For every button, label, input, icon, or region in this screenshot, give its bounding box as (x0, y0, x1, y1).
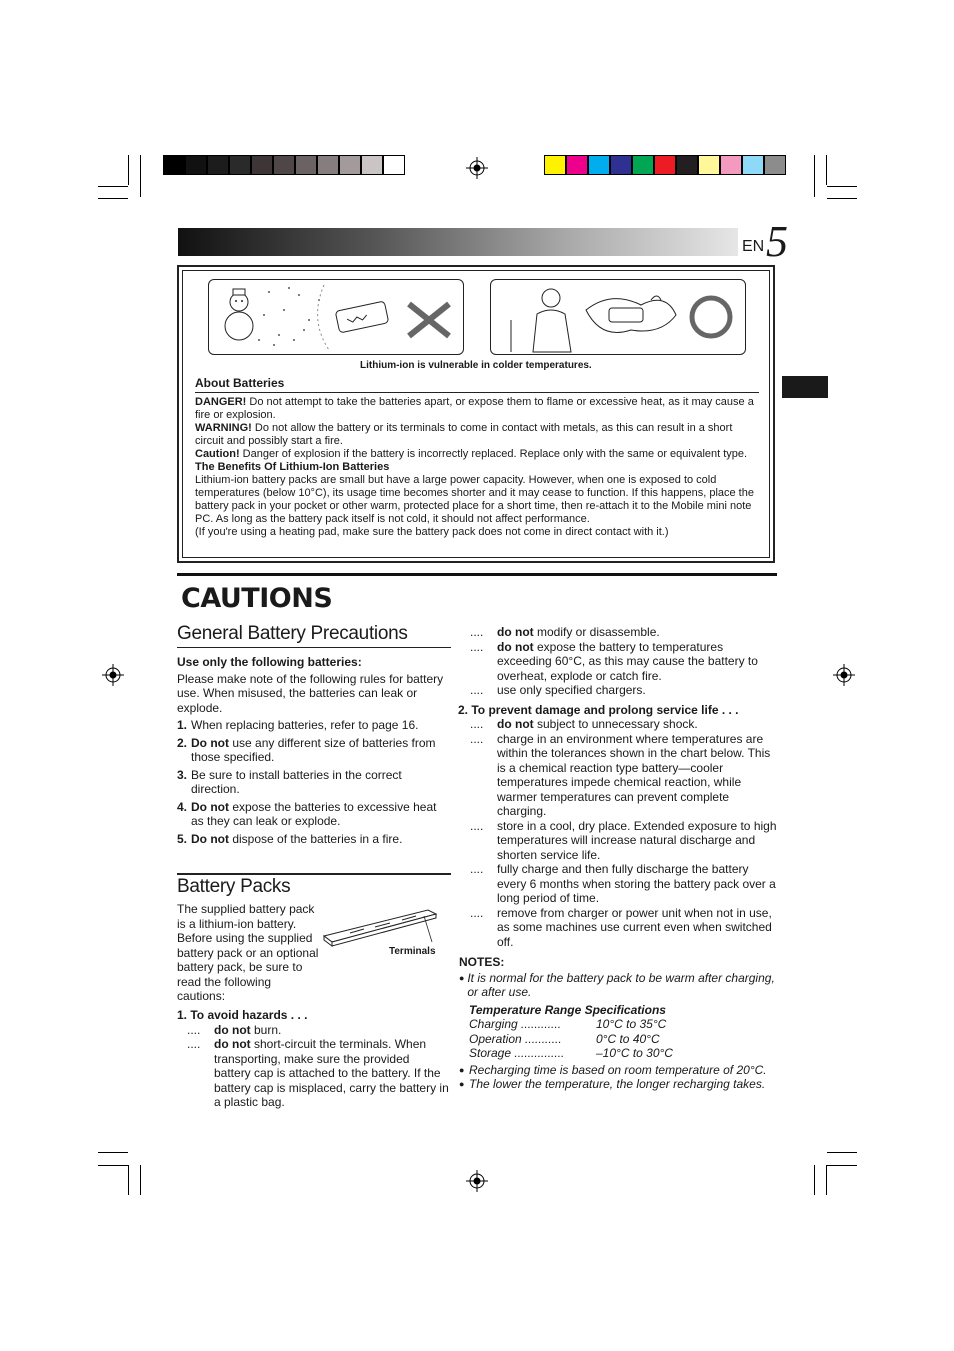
caution-item (470, 625, 780, 640)
section-tab (782, 376, 828, 398)
spec-row (469, 1032, 779, 1047)
warm-illustration (490, 279, 746, 355)
rule-text: Be sure to install batteries in the correct direction. (191, 767, 402, 796)
color-swatch (654, 155, 676, 175)
about-batteries-body (195, 396, 761, 539)
note-1: It is normal for the battery pack to be warm after charging, or after use. (467, 970, 775, 999)
use-only-label: Use only the following batteries: (177, 655, 362, 669)
cautions-rule (177, 573, 777, 576)
dots: .... (187, 1037, 201, 1051)
registration-mark-icon (466, 1170, 488, 1192)
caution-item (470, 717, 780, 732)
notes-section (459, 955, 779, 1092)
dots: .... (470, 731, 484, 746)
rule-item (177, 832, 449, 847)
rule-item (177, 768, 449, 797)
spec-label: Operation ........... (469, 1031, 562, 1046)
caution-text: use only specified chargers. (497, 683, 646, 697)
caution-item (470, 640, 780, 684)
caution-item (470, 906, 780, 950)
rule-item (177, 800, 449, 829)
gray-swatches (163, 155, 405, 175)
danger-text: Do not attempt to take the batteries apart, or expose them to flame or excessive heat, as it may cause a fire or explosion. (195, 396, 754, 421)
color-swatch (361, 155, 383, 175)
dots: .... (470, 717, 484, 731)
caution-text: Danger of explosion if the battery is incorrectly replaced. Replace only with the same or equivalent type. (239, 448, 748, 460)
page-number: 5 (766, 217, 788, 266)
note-3: The lower the temperature, the longer recharging takes. (469, 1077, 766, 1091)
spec-row (469, 1046, 779, 1061)
rule-text: Do not use any different size of batteries from those specified. (191, 735, 436, 764)
dots: .... (470, 905, 484, 920)
color-swatch (566, 155, 588, 175)
bullet-icon: ● (459, 972, 465, 983)
color-swatch (295, 155, 317, 175)
caution-text: do not modify or disassemble. (497, 625, 660, 639)
registration-mark-icon (466, 157, 488, 179)
notes-title: NOTES: (459, 955, 505, 969)
damage-title: 2. To prevent damage and prolong service life . . . (458, 702, 739, 717)
registration-mark-icon (102, 664, 124, 686)
caution-item (470, 819, 780, 863)
color-swatch (610, 155, 632, 175)
snowman-battery-icon (209, 280, 463, 354)
rule-item (177, 736, 449, 765)
caution-item (470, 732, 780, 819)
dots: .... (470, 625, 484, 639)
battery-pack-icon (320, 900, 440, 952)
benefits-text: Lithium-ion battery packs are small but have a large power capacity. However, when one is exposed to cold temperatures (below 10°C), its usage time becomes shorter and it may cease to function. If this happens, place the battery pack in your pocket or other warm, protected place for a short time, then re-attach it to the Mobile mini note PC. As long as the battery pack itself is not cold, it should not affect performance. (195, 474, 754, 525)
page-lang: EN (742, 238, 765, 255)
rule-number: 3. (177, 767, 188, 782)
rule-text: Do not expose the batteries to excessive heat as they can leak or explode. (191, 799, 437, 828)
rule-number: 1. (177, 718, 188, 732)
color-swatch (185, 155, 207, 175)
caution-item (187, 1023, 449, 1038)
caution-item (187, 1037, 449, 1110)
caution-text: do not burn. (214, 1022, 282, 1037)
note-2: Recharging time is based on room temperature of 20°C. (469, 1062, 767, 1077)
hazards-list (177, 1023, 449, 1110)
caution-item (470, 862, 780, 906)
dots: .... (187, 1022, 201, 1037)
color-swatch (764, 155, 786, 175)
dots: .... (470, 818, 484, 833)
color-swatch (273, 155, 295, 175)
dots: .... (470, 639, 484, 654)
cautions-title: CAUTIONS (181, 583, 333, 614)
caution-text: remove from charger or power unit when not in use, as some machines use current even when switched off. (497, 905, 772, 949)
caution-text: store in a cool, dry place. Extended exposure to high temperatures will increase natural discharge and shorten service life. (497, 818, 777, 862)
color-swatch (229, 155, 251, 175)
color-swatch (544, 155, 566, 175)
rule-number: 5. (177, 831, 188, 846)
general-precautions-heading: General Battery Precautions (177, 623, 408, 644)
color-swatch (317, 155, 339, 175)
color-swatch (720, 155, 742, 175)
caution-text: fully charge and then fully discharge the battery every 6 months when storing the battery pack over a long period of time. (497, 862, 776, 905)
rule-number: 2. (177, 735, 188, 750)
registration-mark-icon (833, 664, 855, 686)
caution-text: do not subject to unnecessary shock. (497, 717, 698, 731)
battery-packs-heading: Battery Packs (177, 876, 291, 897)
about-batteries-title: About Batteries (195, 376, 285, 390)
hazards-title: 1. To avoid hazards . . . (177, 1008, 308, 1022)
warning-text: Do not allow the battery or its terminals to come in contact with metals, as this can result in a short circuit and possibly start a fire. (195, 422, 733, 447)
bullet-icon: ● (459, 1064, 465, 1075)
section-divider (195, 392, 759, 393)
right-column (458, 625, 780, 949)
battery-packs-intro: The supplied battery pack is a lithium-ion battery. Before using the supplied battery pack or an optional battery pack, be sure to read the following cautions: (177, 902, 319, 1003)
color-swatch (383, 155, 405, 175)
general-rules-list (177, 718, 449, 846)
color-swatch (742, 155, 764, 175)
hazards-continued-list (470, 625, 780, 698)
rule-text: Do not dispose of the batteries in a fire. (191, 831, 403, 846)
cold-illustration (208, 279, 464, 355)
rule-number: 4. (177, 799, 188, 814)
header-gradient-bar (178, 228, 738, 256)
rule-text: When replacing batteries, refer to page 16. (191, 718, 419, 732)
dots: .... (470, 862, 484, 876)
color-swatch (251, 155, 273, 175)
damage-list (470, 717, 780, 949)
terminals-label: Terminals (389, 946, 436, 957)
spec-value: –10°C to 30°C (596, 1046, 673, 1060)
color-swatches (544, 155, 786, 175)
spec-title: Temperature Range Specifications (469, 1002, 666, 1017)
color-swatch (163, 155, 185, 175)
caution-text: do not short-circuit the terminals. When transporting, make sure the provided battery cap is attached to the battery. If the battery cap is misplaced, carry the battery in a plastic bag. (214, 1037, 449, 1109)
temperature-spec-table (469, 1017, 779, 1061)
color-swatch (588, 155, 610, 175)
rule-item (177, 718, 449, 733)
spec-value: 10°C to 35°C (596, 1017, 667, 1031)
dots: .... (470, 683, 484, 697)
caution-label: Caution! (195, 448, 240, 460)
benefits-title: The Benefits Of Lithium-Ion Batteries (195, 461, 390, 473)
color-swatch (698, 155, 720, 175)
caution-text: charge in an environment where temperatures are within the tolerances shown in the chart below. This is a chemical reaction type battery—cooler temperatures impede chemical reaction, while warmer temperatures can prevent complete charging. (497, 731, 771, 818)
person-pocket-battery-icon (491, 280, 745, 354)
caution-item (470, 683, 780, 698)
caution-text: do not expose the battery to temperatures exceeding 60°C, as this may cause the battery to overheat, explode or catch fire. (497, 639, 758, 683)
spec-label: Charging ............ (469, 1017, 562, 1031)
warning-label: WARNING! (195, 422, 252, 434)
general-intro: Please make note of the following rules for battery use. When misused, the batteries can leak or explode. (177, 671, 444, 715)
color-swatch (676, 155, 698, 175)
color-swatch (632, 155, 654, 175)
color-swatch (207, 155, 229, 175)
general-precautions-body (177, 655, 449, 846)
benefits-note: (If you're using a heating pad, make sure the battery pack does not come in direct contact with it.) (195, 526, 669, 538)
spec-value: 0°C to 40°C (596, 1031, 660, 1046)
bullet-icon: ● (459, 1079, 465, 1089)
spec-row (469, 1017, 779, 1032)
spec-label: Storage ............... (469, 1046, 565, 1060)
color-swatch (339, 155, 361, 175)
illustration-caption: Lithium-ion is vulnerable in colder temperatures. (360, 360, 592, 371)
hazards-section (177, 1008, 449, 1110)
danger-label: DANGER! (195, 396, 247, 408)
